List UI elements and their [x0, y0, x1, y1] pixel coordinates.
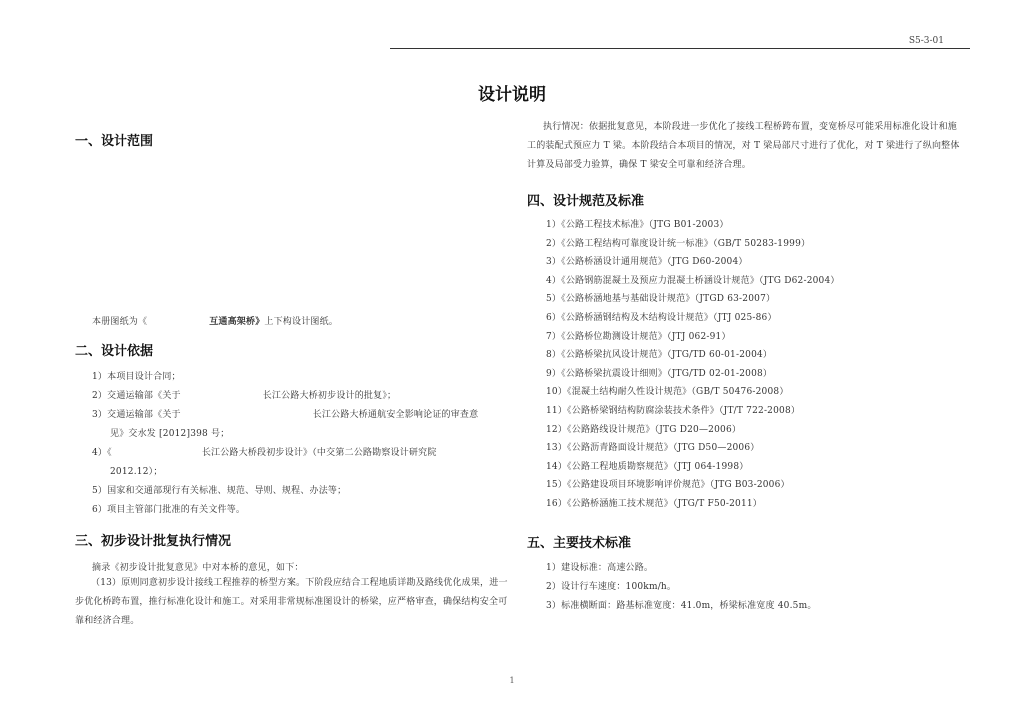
section-1-heading: 一、设计范围: [75, 134, 154, 149]
scope-bridge-name: 互通高架桥》: [209, 317, 265, 327]
list-item: 8）《公路桥梁抗风设计规范》（JTG/TD 60-01-2004）: [546, 350, 773, 361]
basis-item-4: [92, 445, 437, 458]
review-paragraph: （13）原则同意初步设计接线工程推荐的桥型方案。下阶段应结合工程地质详勘及路线优化成果，进一步优化桥跨布置，推行标准化设计和施工。对采用非常规标准图设计的桥梁，应严格审查，确保结构安全可靠和经济合理。: [75, 578, 508, 626]
list-item: 5）《公路桥涵地基与基础设计规范》（JTGD 63-2007）: [546, 294, 776, 305]
list-item: 2）设计行车速度：100km/h。: [546, 582, 677, 592]
scope-prefix: 本册图纸为《: [92, 317, 148, 327]
basis-item-4-cont: [110, 464, 163, 477]
basis-item-text-tail: 长江公路大桥通航安全影响论证的审查意: [312, 410, 479, 420]
scope-line: [92, 314, 338, 327]
basis-item-5: [92, 483, 346, 496]
scope-suffix: 上下构设计图纸。: [264, 317, 339, 327]
basis-item-1: [92, 369, 181, 382]
list-item: 2）《公路工程结构可靠度设计统一标准》（GB/T 50283-1999）: [546, 238, 811, 249]
basis-item-text-tail: 长江公路大桥段初步设计》（中交第二公路勘察设计研究院: [201, 448, 437, 458]
list-item: 13）《公路沥青路面设计规范》（JTG D50—2006）: [546, 443, 760, 454]
list-item: 12）《公路路线设计规范》（JTG D20—2006）: [546, 424, 742, 435]
page-number: 1: [509, 676, 515, 685]
section-5-heading: 五、主要技术标准: [527, 536, 632, 551]
list-item: 3）《公路桥涵设计通用规范》（JTG D60-2004）: [546, 257, 748, 268]
tech-standards-list: [546, 560, 817, 617]
basis-item-text-tail: 长江公路大桥初步设计的批复》；: [262, 391, 397, 401]
basis-item-text: 4）《: [92, 448, 112, 458]
list-item: 16）《公路桥涵施工技术规范》（JTG/T F50-2011）: [546, 498, 762, 509]
basis-item-text: 1）本项目设计合同；: [92, 372, 181, 382]
list-item: 15）《公路建设项目环境影响评价规范》（JTG B03-2006）: [546, 480, 790, 491]
standards-list: [546, 217, 840, 515]
drawing-code: S5-3-01: [908, 36, 944, 46]
section-4-heading: 四、设计规范及标准: [527, 194, 645, 209]
execution-paragraph: 执行情况：依据批复意见，本阶段进一步优化了接线工程桥跨布置，变宽桥尽可能采用标准化设计和施工的装配式预应力 T 梁。本阶段结合本项目的情况，对 T 梁局部尺寸进行了优化，对 T 梁进行了纵向整体计算及局部受力验算，确保 T 梁安全可靠和经济合理。: [527, 122, 960, 170]
list-item: 6）《公路桥涵钢结构及木结构设计规范》（JTJ 025-86）: [546, 312, 777, 323]
basis-item-2: [92, 388, 396, 401]
basis-item-text: 见》交水发 [2012]398 号；: [110, 429, 230, 439]
basis-item-3: [92, 407, 478, 420]
basis-item-6: [92, 502, 245, 515]
list-item: 1）《公路工程技术标准》（JTG B01-2003）: [546, 220, 729, 230]
page-title: 设计说明: [478, 85, 546, 105]
basis-item-text: 5）国家和交通部现行有关标准、规范、导则、规程、办法等；: [92, 486, 347, 496]
list-item: 9）《公路桥梁抗震设计细则》（JTG/TD 02-01-2008）: [546, 368, 773, 379]
review-intro: 摘录《初步设计批复意见》中对本桥的意见，如下：: [92, 563, 304, 573]
basis-item-text: 3）交通运输部《关于: [92, 410, 181, 420]
list-item: 14）《公路工程地质勘察规范》（JTJ 064-1998）: [546, 461, 749, 472]
basis-item-3-cont: [110, 426, 229, 439]
list-item: 1）建设标准：高速公路。: [546, 563, 654, 573]
list-item: 10）《混凝土结构耐久性设计规范》（GB/T 50476-2008）: [546, 387, 789, 398]
basis-item-text: 6）项目主管部门批准的有关文件等。: [92, 505, 246, 515]
basis-item-text: 2012.12）；: [110, 467, 163, 477]
header-rule: [390, 48, 970, 49]
list-item: 4）《公路钢筋混凝土及预应力混凝土桥涵设计规范》（JTG D62-2004）: [546, 275, 840, 286]
list-item: 3）标准横断面：路基标准宽度：41.0m，桥梁标准宽度 40.5m。: [546, 601, 817, 611]
section-3-heading: 三、初步设计批复执行情况: [75, 534, 232, 549]
list-item: 11）《公路桥梁钢结构防腐涂装技术条件》（JT/T 722-2008）: [546, 405, 801, 416]
section-2-heading: 二、设计依据: [75, 344, 154, 359]
basis-item-text: 2）交通运输部《关于: [92, 391, 181, 401]
list-item: 7）《公路桥位勘测设计规范》（JTJ 062-91）: [546, 331, 731, 342]
